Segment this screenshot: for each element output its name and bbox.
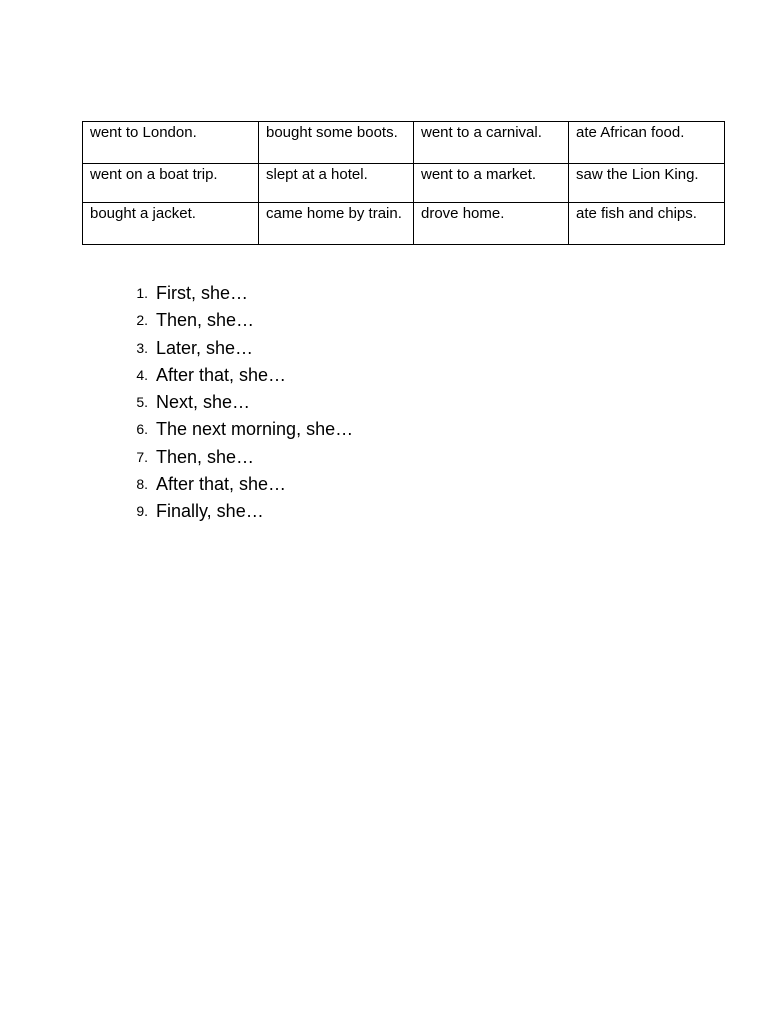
list-item-number: 6. xyxy=(136,421,148,438)
list-item-text: Then, she… xyxy=(156,446,255,467)
table-cell: went to a market. xyxy=(414,164,569,203)
list-item-text: Later, she… xyxy=(156,337,254,358)
list-item-text: First, she… xyxy=(156,283,249,303)
list-item-text: The next morning, she… xyxy=(156,419,354,440)
activities-table xyxy=(82,121,725,245)
table-cell: came home by train. xyxy=(259,203,414,245)
list-item-number: 8. xyxy=(136,476,148,493)
list-item-text: After that, she… xyxy=(156,364,287,385)
table-row xyxy=(83,122,725,164)
list-item-text: Then, she… xyxy=(156,310,255,331)
list-item-number: 9. xyxy=(136,503,148,520)
list-item-number: 3. xyxy=(136,339,148,356)
table-cell: ate African food. xyxy=(569,122,725,164)
table-cell: slept at a hotel. xyxy=(259,164,414,203)
list-item-text: After that, she… xyxy=(156,474,287,495)
list-item-text: Finally, she… xyxy=(156,501,264,522)
list-item-number: 7. xyxy=(136,448,148,465)
list-item-text: Next, she… xyxy=(156,392,251,413)
list-item-number: 4. xyxy=(136,366,148,383)
table-cell: bought some boots. xyxy=(259,122,414,164)
table-cell: drove home. xyxy=(414,203,569,245)
table-row xyxy=(83,203,725,245)
table-cell: went to London. xyxy=(83,122,259,164)
list-item-number: 5. xyxy=(136,394,148,411)
table-cell: saw the Lion King. xyxy=(569,164,725,203)
table-cell: went on a boat trip. xyxy=(83,164,259,203)
list-item-number: 2. xyxy=(136,312,148,329)
list-item-number: 1. xyxy=(136,285,148,301)
table-cell: ate fish and chips. xyxy=(569,203,725,245)
table-row xyxy=(83,164,725,203)
table-cell: bought a jacket. xyxy=(83,203,259,245)
table-cell: went to a carnival. xyxy=(414,122,569,164)
